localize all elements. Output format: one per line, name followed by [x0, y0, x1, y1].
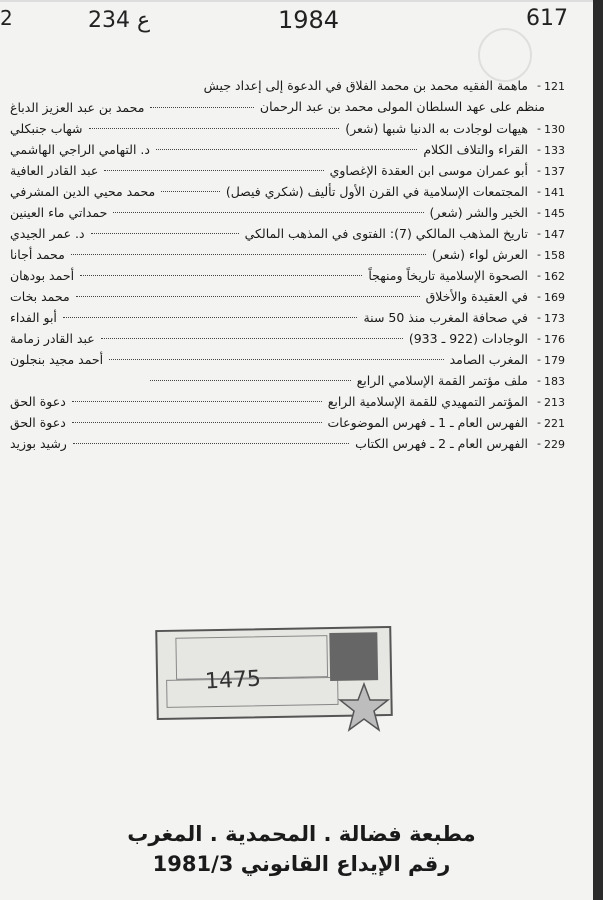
toc-page-number: 141 [544, 186, 565, 199]
toc-leader-dots [72, 421, 322, 423]
handwritten-year: 1984 [278, 6, 340, 34]
toc-page-number: 147 [544, 228, 565, 241]
toc-leader-dots [156, 148, 417, 150]
toc-leader-dots [113, 211, 423, 213]
toc-leader-dots [150, 106, 254, 108]
handwritten-page-number: 617 [526, 6, 568, 31]
toc-leader-dots [71, 253, 426, 255]
toc-leader-dots [72, 400, 322, 402]
toc-author: حمداتي ماء العينين [10, 205, 108, 220]
toc-leader-dots [109, 358, 443, 360]
toc-leader-dots [76, 295, 420, 297]
toc-dash: - [537, 143, 541, 156]
toc-title: الفهرس العام ـ 2 ـ فهرس الكتاب [355, 436, 528, 451]
star-seal-icon [338, 682, 390, 734]
table-of-contents [0, 78, 603, 457]
toc-leader-dots [63, 316, 358, 318]
toc-dash: - [537, 416, 541, 429]
toc-title: ملف مؤتمر القمة الإسلامي الرابع [356, 373, 528, 388]
toc-title: العرش لواء (شعر) [431, 247, 528, 262]
toc-title: المؤتمر التمهيدي للقمة الإسلامية الرابع [327, 394, 528, 409]
toc-leader-dots [161, 190, 220, 192]
toc-page-number: 229 [544, 438, 565, 451]
toc-title: الوجادات (922 ـ 933) [408, 331, 528, 346]
toc-page-number: 162 [544, 270, 565, 283]
toc-page-number: 121 [544, 80, 565, 93]
toc-entry [0, 100, 603, 121]
toc-entry [0, 121, 603, 142]
toc-dash: - [537, 206, 541, 219]
toc-author: د. عمر الجيدي [10, 226, 85, 241]
toc-page-number: 183 [544, 375, 565, 388]
toc-page-number: 173 [544, 312, 565, 325]
toc-entry [0, 268, 603, 289]
toc-title: المغرب الصامد [449, 352, 528, 367]
toc-dash: - [537, 248, 541, 261]
toc-leader-dots [101, 337, 403, 339]
toc-dash: - [537, 311, 541, 324]
toc-page-number: 158 [544, 249, 565, 262]
toc-author: أحمد بودهان [10, 268, 75, 283]
handwritten-volume: 234 ع [88, 8, 151, 33]
toc-entry [0, 352, 603, 373]
toc-dash: - [537, 290, 541, 303]
toc-title: أبو عمران موسى ابن العقدة الإغصاوي [329, 163, 528, 178]
toc-page-number: 145 [544, 207, 565, 220]
toc-leader-dots [89, 127, 340, 129]
stamp-number: 1475 [204, 666, 262, 695]
toc-dash: - [537, 227, 541, 240]
toc-entry [0, 184, 603, 205]
legal-deposit: رقم الإيداع القانوني 1981/3 [152, 852, 451, 876]
toc-entry [0, 394, 603, 415]
toc-title: ماهمة الفقيه محمد بن محمد الفلاق في الدعوة إلى إعداد جيش [203, 78, 528, 93]
toc-author: محمد أجانا [10, 247, 65, 262]
toc-page-number: 179 [544, 354, 565, 367]
toc-author: دعوة الحق [10, 415, 66, 430]
toc-dash: - [537, 185, 541, 198]
toc-dash: - [537, 353, 541, 366]
toc-page-number: 130 [544, 123, 565, 136]
toc-title: الفهرس العام ـ 1 ـ فهرس الموضوعات [327, 415, 528, 430]
toc-author: دعوة الحق [10, 394, 66, 409]
toc-author: أحمد مجيد بنجلون [10, 352, 104, 367]
toc-leader-dots [104, 169, 323, 171]
toc-entry [0, 226, 603, 247]
toc-dash: - [537, 395, 541, 408]
toc-author: شهاب جنبكلي [10, 121, 83, 136]
toc-title: في العقيدة والأخلاق [425, 289, 528, 304]
toc-title: الصحوة الإسلامية تاريخاً ومنهجاً [368, 268, 528, 283]
faint-seal-icon [478, 28, 532, 82]
toc-page-number: 169 [544, 291, 565, 304]
toc-entry [0, 289, 603, 310]
toc-leader-dots [150, 379, 351, 381]
toc-page-number: 176 [544, 333, 565, 346]
toc-entry [0, 373, 603, 394]
toc-entry [0, 310, 603, 331]
toc-title: تاريخ المذهب المالكي (7): الفتوى في المذهب المالكي [244, 226, 528, 241]
toc-author: محمد بن عبد العزيز الدباغ [10, 100, 145, 115]
toc-page-number: 137 [544, 165, 565, 178]
toc-dash: - [537, 332, 541, 345]
toc-author: رشيد بوزيد [10, 436, 67, 451]
toc-entry [0, 142, 603, 163]
toc-entry [0, 78, 603, 100]
toc-leader-dots [73, 442, 349, 444]
toc-page-number: 221 [544, 417, 565, 430]
toc-title: هيهات لوجادت به الدنيا شبها (شعر) [345, 121, 528, 136]
toc-entry [0, 415, 603, 436]
toc-entry [0, 436, 603, 457]
toc-dash: - [537, 374, 541, 387]
toc-title: في صحافة المغرب منذ 50 سنة [363, 310, 528, 325]
toc-title: القراء والتلاف الكلام [423, 142, 528, 157]
toc-dash: - [537, 122, 541, 135]
toc-entry [0, 331, 603, 352]
toc-page-number: 133 [544, 144, 565, 157]
toc-leader-dots [80, 274, 362, 276]
toc-author: أبو الفداء [10, 310, 57, 325]
toc-dash: - [537, 164, 541, 177]
toc-leader-dots [91, 232, 239, 234]
toc-author: عبد القادر زمامة [10, 331, 95, 346]
toc-author: د. التهامي الراجي الهاشمي [10, 142, 150, 157]
top-edge [0, 0, 603, 2]
toc-dash: - [537, 437, 541, 450]
toc-entry [0, 163, 603, 184]
toc-title: منظم على عهد السلطان المولى محمد بن عبد الرحمان [259, 99, 545, 114]
toc-entry [0, 247, 603, 268]
toc-title: الخير والشر (شعر) [429, 205, 528, 220]
toc-title: المجتمعات الإسلامية في القرن الأول تأليف (شكري فيصل) [225, 184, 528, 199]
handwritten-corner-mark: 2 [0, 6, 13, 30]
toc-author: محمد بخات [10, 289, 70, 304]
toc-dash: - [537, 269, 541, 282]
toc-entry [0, 205, 603, 226]
printer-name: مطبعة فضالة . المحمدية . المغرب [127, 822, 476, 846]
toc-page-number: 213 [544, 396, 565, 409]
toc-dash: - [537, 79, 541, 92]
stamp-photo [329, 632, 378, 681]
toc-author: محمد محيي الدين المشرفي [10, 184, 156, 199]
toc-author: عبد القادر العافية [10, 163, 99, 178]
